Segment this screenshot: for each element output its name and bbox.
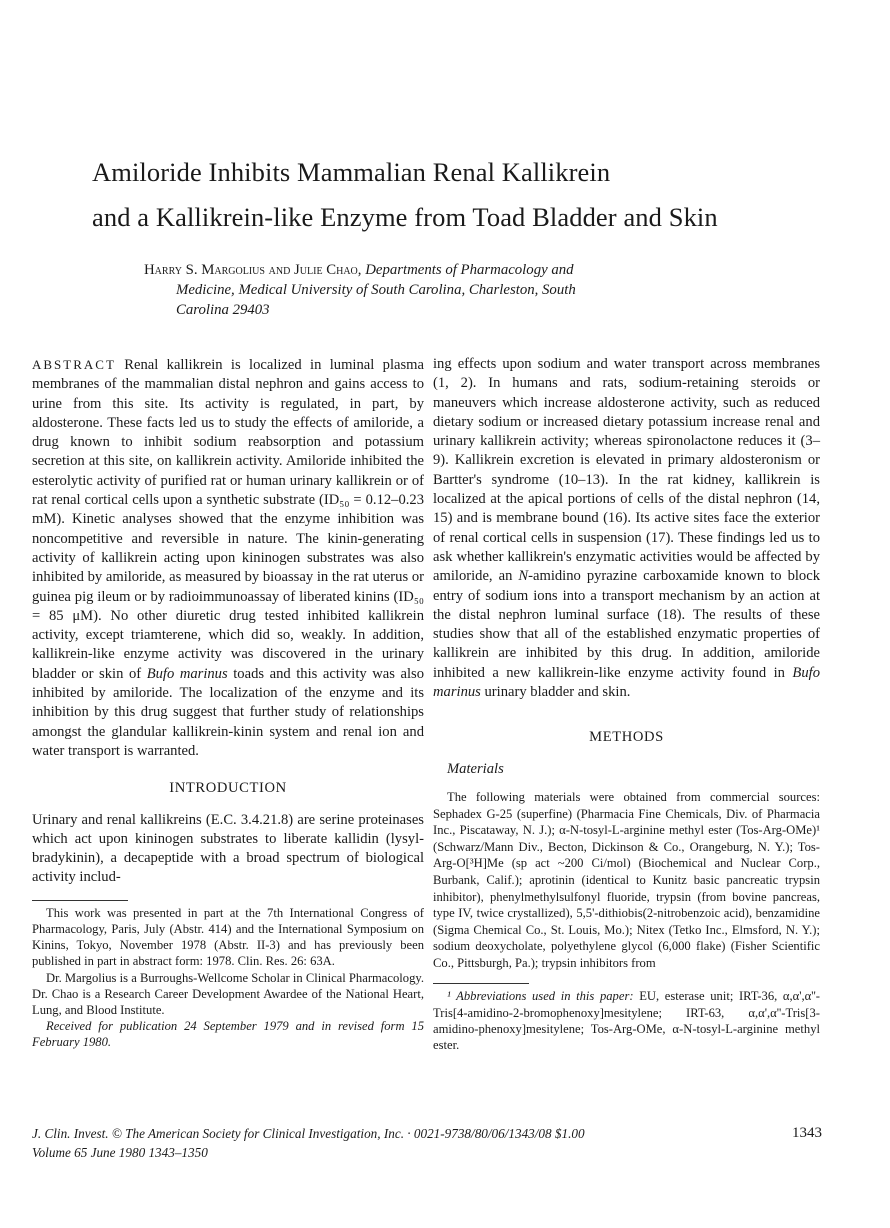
intro-species: Bufo marinus	[433, 664, 820, 701]
volume-info: Volume 65 June 1980 1343–1350	[32, 1145, 208, 1160]
abbreviations-text: EU, esterase unit; IRT-36, α,α',α''-Tris[4-amidino-2-bromophenoxy]mesitylene; IRT-63, α,α',α''-Tris[3-amidino-phenoxy]mesitylene; Tos-Arg-OMe, α-N-tosyl-L-arginine methyl ester.	[433, 989, 820, 1053]
page-footer	[32, 1124, 822, 1162]
intro-continued-a: ing effects upon sodium and water transport across membranes (1, 2). In humans and rats, sodium-retaining steroids or maneuvers which increase aldosterone activity, such as reduced dietary sodium or increased dietary potassium increase renal and urinary kallikrein activity; whereas spironolactone reduces it (3–9). Kallikrein excretion is elevated in primary aldosteronism or Bartter's syndrome (10–13). In the rat kidney, kallikrein is localized at the apical portions of cells of the distal nephron (14, 15) and is membrane bound (16). Its active sites face the exterior of renal cortical cells in suspension (17). These findings led us to ask whether kallikrein's enzymatic activities would be affected by amiloride, an	[433, 356, 820, 585]
materials-text: The following materials were obtained from commercial sources: Sephadex G-25 (superfine) (Pharmacia Fine Chemicals, Div. of Pharmacia Inc., Piscataway, N. J.); α-N-tosyl-L-arginine methyl ester (Tos-Arg-OMe)¹ (Schwarz/Mann Div., Becton, Dickinson & Co., Orangeburg, N. Y.); Tos-Arg-O[³H]Me (sp act ~200 Ci/mol) (Biochemical and Nuclear Corp., Burbank, Calif.); aprotinin (identical to Kunitz basic pancreatic trypsin inhibitor), phenylmethylsulfonyl fluoride, trypsin (from bovine pancreas, type IV, twice crystallized), 5,5'-dithiobis(2-nitrobenzoic acid), benzamidine (Sigma Chemical Co., St. Louis, Mo.); Nitex (Tetko Inc., Elmsford, N. Y.); sodium deoxycholate, polyethylene glycol (6,000 flake) (Fisher Scientific Co., Pittsburgh, Pa.); trypsin inhibitors from	[433, 789, 820, 970]
intro-amidino: N	[518, 568, 529, 585]
journal-citation: J. Clin. Invest. © The American Society for Clinical Investigation, Inc. · 0021-9738/80/06/1343/08 $1.00	[32, 1126, 585, 1141]
page-number: 1343	[792, 1125, 822, 1141]
title-line-1: Amiloride Inhibits Mammalian Renal Kallikrein	[92, 157, 611, 187]
title-line-2: and a Kallikrein-like Enzyme from Toad Bladder and Skin	[92, 202, 718, 232]
methods-heading: METHODS	[589, 729, 664, 746]
affiliation-line-3: Carolina 29403	[176, 302, 270, 318]
footnote-rule-right	[433, 983, 529, 984]
article-title	[92, 150, 852, 240]
right-column	[433, 355, 820, 1053]
intro-continued-b: -amidino pyrazine carboxamide known to block entry of sodium ions into a transport mechanism by an action at the distal nephron luminal surface (18). The results of these studies show that all of the established enzymatic properties of kallikrein are inhibited by this drug. In addition, amiloride inhibited a new kallikrein-like enzyme activity found in	[433, 568, 820, 681]
abstract-text-end: toads and this activity was also inhibited by amiloride. The localization of the enzyme and its inhibition by this drug suggest that further study of relationships amongst the glandular kallikrein-kinin system and renal ion and water transport is warranted.	[32, 665, 425, 759]
affiliation-line-1: Departments of Pharmacology and	[365, 262, 574, 278]
intro-continued-c: urinary bladder and skin.	[484, 684, 631, 701]
author-names: Harry S. Margolius and Julie Chao,	[144, 262, 362, 278]
footnote-rule	[32, 900, 128, 901]
author-block	[144, 260, 664, 320]
abstract-text: Renal kallikrein is localized in luminal plasma membranes of the mammalian distal nephron and gains access to urine from this site. Its activity is regulated, in part, by aldosterone. These facts led us to study the effects of amiloride, a drug known to inhibit sodium reabsorption and potassium secretion at this site, on kallikrein activity. Amiloride inhibited the esterolytic activity of purified rat or human urinary kallikrein or of rat renal cortical cells upon a synthetic substrate (ID₅₀ = 0.12–0.23 mM). Kinetic analyses showed that the enzyme inhibition was noncompetitive and reversible in nature. The kinin-generating activity of kallikrein acting upon kininogen substrates was also inhibited by amiloride, as measured by bioassay in the rat uterus or guinea pig ileum or by radioimmunoassay of liberated kinins (ID₅₀ = 85 μM). No other diuretic drug tested inhibited kallikrein activity, except triamterene, which did so, weakly. In addition, kallikrein-like enzyme activity was discovered in the urinary bladder or skin of	[32, 357, 425, 682]
abbreviations-footnote	[433, 988, 820, 1053]
abstract-label: ABSTRACT	[32, 357, 116, 372]
footnote-scholars: Dr. Margolius is a Burroughs-Wellcome Scholar in Clinical Pharmacology. Dr. Chao is a Research Career Development Awardee of the National Heart, Lung, and Blood Institute.	[32, 970, 424, 1017]
footnote-presented: This work was presented in part at the 7th International Congress of Pharmacology, Paris, July (Abstr. 414) and the International Symposium on Kinins, Tokyo, November 1978 (Abstr. II-3) and has previously been published in part in abstract form: 1978. Clin. Res. 26: 63A.	[32, 905, 424, 969]
left-column	[32, 355, 424, 1051]
introduction-continued	[433, 355, 820, 702]
footnote-received: Received for publication 24 September 1979 and in revised form 15 February 1980.	[32, 1019, 424, 1050]
abbreviations-label: ¹ Abbreviations used in this paper:	[447, 989, 634, 1004]
introduction-text: Urinary and renal kallikreins (E.C. 3.4.21.8) are serine proteinases which act upon kininogen substrates to liberate kallidin (lysyl-bradykinin), a decapeptide with a broad spectrum of biological activity includ-	[32, 811, 424, 886]
introduction-heading: INTRODUCTION	[169, 780, 287, 797]
abstract-species: Bufo marinus	[146, 665, 228, 682]
affiliation-line-2: Medicine, Medical University of South Carolina, Charleston, South	[176, 282, 576, 298]
materials-subheading: Materials	[447, 760, 504, 777]
abstract	[32, 355, 424, 761]
